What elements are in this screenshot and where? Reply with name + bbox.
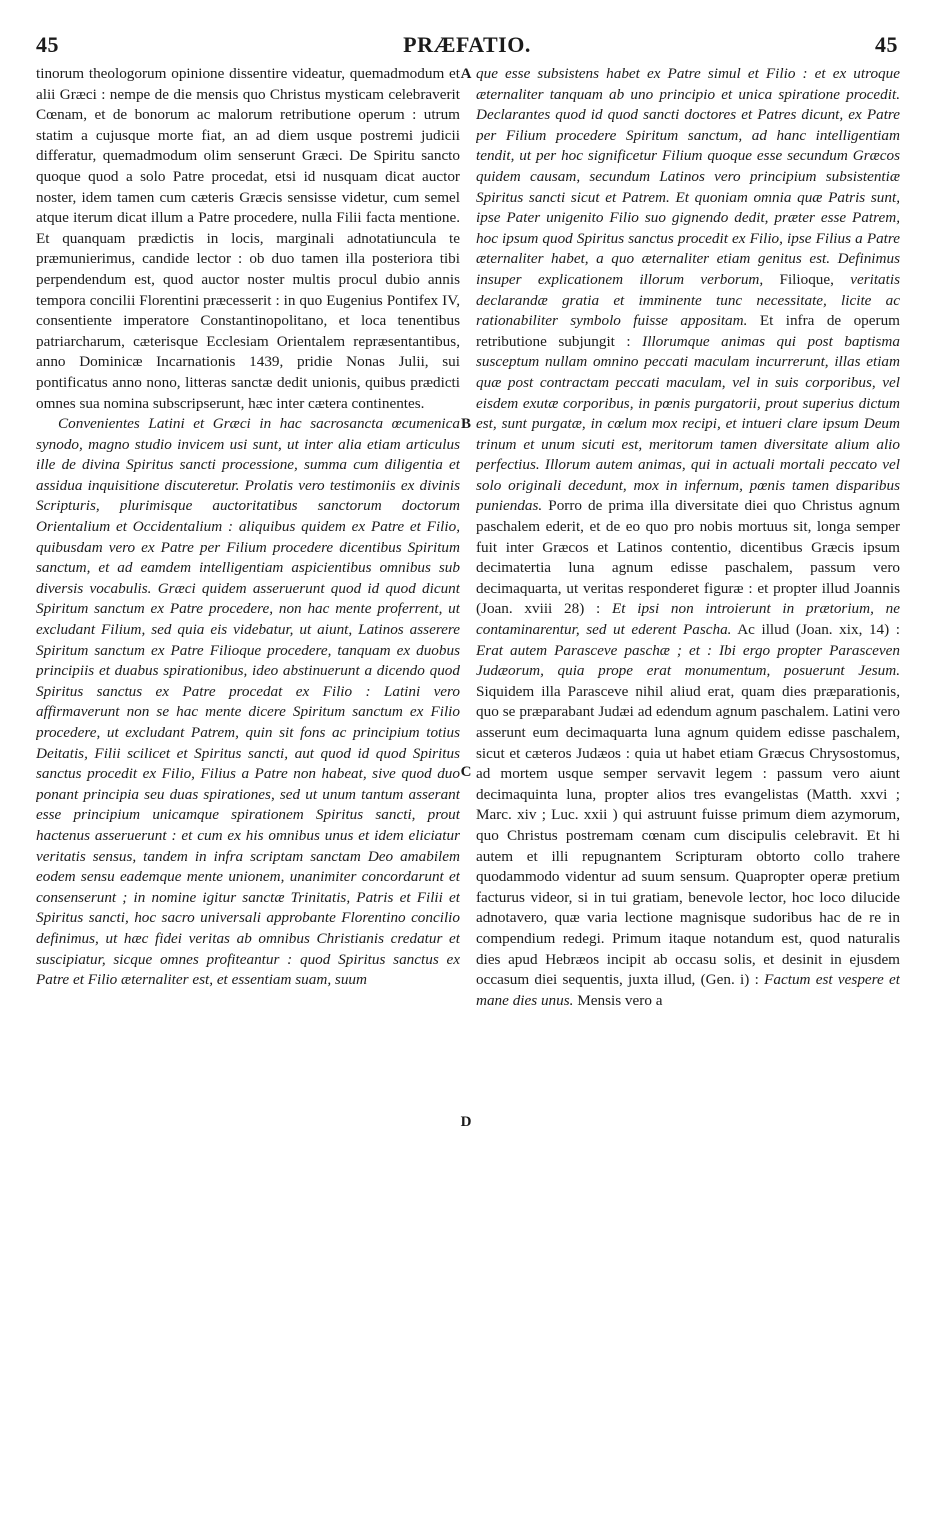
filioque-word: Filioque, bbox=[763, 270, 851, 288]
john-ref-2: Ac illud (Joan. xix, 14) : bbox=[731, 621, 900, 639]
running-title: PRÆFATIO. bbox=[403, 32, 531, 57]
passover-discussion: Porro de prima illa diversitate diei quo Christus agnum paschalem ederit, et de eo quo pro nobis mortuus sit, longa semper fuit inter Græcos et Latinos contentio, dicentibus Græcis ipsum decimatertia luna agnum edisse paschalem, passum vero decimaquarta, ut veritas responderet figuræ : et propter illud Joannis (Joan. xviii 28) : bbox=[476, 497, 900, 618]
margin-marker-d: D bbox=[460, 1114, 472, 1130]
margin-marker-c: C bbox=[460, 764, 472, 780]
page-number-left: 45 bbox=[36, 32, 59, 57]
margin-marker-b: B bbox=[460, 416, 471, 432]
retribution-quote: Illorumque animas qui post baptisma susceptum nullam omnino peccati maculam incurrerunt, illas etiam quæ post contractam peccati maculam, vel in suis corporibus, vel eisdem exutæ corporibus, in pœnis purgatorii, prout superius dictum est, sunt purgatæ, in cœlum mox recipi, et intueri clare ipsum Deum trinum et unum sicuti est, meritorum tamen diversitate alium alio perfectius. Illorum autem animas, qui in actuali mortali peccato vel solo originali decedunt, mox in infernum, pœnis tamen disparibus puniendas. bbox=[476, 332, 900, 515]
closing-fragment: Mensis vero a bbox=[573, 991, 663, 1009]
passover-discussion-2: Siquidem illa Parasceve nihil aliud erat, quam dies præparationis, quo se præparabant Judæi ad edendum agnum paschalem. Latini vero asserunt eum decimaquarta luna agnum quidem edisse paschalem, sicut et cæteros Judæos : quia ut habet etiam Græcus Chrysostomus, ad mortem usque semper servavit legem : passum vero aiunt decimaquinta luna, propter alios tres evangelistas (Matth. xxvi ; Marc. xiv ; Luc. xxii ) qui astruunt fuisse primum diem azymorum, quo Christus postremam cœnam cum discipulis celebravit. Et hi autem et illi repugnantem Scripturam obtorto collo trahere quodammodo videntur ad suum sensum. Quapropter operæ pretium facturus videor, si in tui gratiam, benevole lector, hoc loco dilucide adnotavero, quæ varia lectione magnisque sudoribus hac de re in compendium redegi. Primum itaque notandum est, quod naturalis dies apud Hebræos incipit ab occasu solis, et desinit in ejusdem occasum diei sequentis, juxta illud, (Gen. i) : bbox=[476, 682, 900, 989]
decree-continuation: que esse subsistens habet ex Patre simul et Filio : et ex utroque æternaliter tanquam ab uno principio et unica spiratione procedit. Declarantes quod id quod sancti doctores et Patres dicunt, ex Patre per Filium procedere Spiritum sanctum, ad hanc intelligentiam tendit, ut per hoc significetur Filium quoque esse secundum Græcos quidem causam, secundum Latinos vero principium subsistentiæ Spiritus sancti sicut et Patrem. Et quoniam omnia quæ Patris sunt, ipse Pater unigenito Filio suo gignendo dedit, præter esse Patrem, hoc ipsum quod Spiritus sanctus procedit ex Filio, ipse Filius a Patre æternaliter habet, a quo æternaliter etiam genitus est. Definimus insuper explicationem illorum verborum, bbox=[476, 65, 900, 288]
right-column bbox=[476, 64, 900, 1494]
left-column bbox=[36, 64, 460, 1494]
right-paragraph bbox=[476, 64, 900, 1011]
john-quote-2: Erat autem Parasceve paschæ ; et : Ibi ergo propter Parasceven Judæorum, quia prope erat monumentum, posuerunt Jesum. bbox=[476, 641, 900, 680]
retribution-intro: Et infra de operum retributione subjungit : bbox=[476, 312, 900, 350]
page-number-right: 45 bbox=[875, 32, 898, 57]
decree-end: veritatis declarandæ gratia et imminente tunc necessitate, licite ac rationabiliter symbolo fuisse appositam. bbox=[476, 270, 900, 330]
left-paragraph-1: tinorum theologorum opinione dissentire videatur, quemadmodum et alii Græci : nempe de die mensis quo Christus mysticam celebraverit Cœnam, et de bonorum ac malorum retributione operum : utrum statim a cujusque morte fiat, an ad diem usque postremi judicii differatur, quemadmodum olim senserunt Græci. De Spiritu sancto quoque quod a solo Patre procedat, etsi id nusquam dicat auctor noster, idem tamen cum cæteris Græcis sensisse videtur, cum semel atque iterum dicat illum a Patre procedere, nulla Filii facta mentione. Et quanquam prædictis in locis, marginali adnotatiuncula te præmunierimus, candide lector : ob duo tamen illa posteriora tibi perpendendum est, quod auctor noster multis procul dubio annis tempora concilii Florentini præcesserit : in quo Eugenius Pontifex IV, consentiente imperatore Constantinopolitano, et loca tenentibus patriarcharum, cæterisque Ecclesiam Orientalem repræsentantibus, anno Dominicæ Incarnationis 1439, pridie Nonas Julii, sui pontificatus anno nono, litteras sanctæ dedit unionis, quibus prædicti omnes sua nomina subscripserunt, hæc inter cætera continentes. bbox=[36, 65, 460, 412]
john-quote-1: Et ipsi non introierunt in prætorium, ne contaminarentur, sed ut ederent Pascha. bbox=[476, 600, 900, 639]
left-paragraph-2-council-decree: Convenientes Latini et Græci in hac sacrosancta œcumenica synodo, magno studio invicem usi sunt, ut inter alia etiam articulus ille de divina Spiritus sancti processione, summa cum diligentia et assidua inquisitione discuteretur. Prolatis vero testimoniis ex divinis Scripturis, plurimisque auctoritatibus sanctorum doctorum Orientalium et Occidentalium : aliquibus quidem ex Patre et Filio, quibusdam vero ex Patre per Filium procedere dicentibus Spiritum sanctum, et ad eamdem intelligentiam aspicientibus omnibus sub diversis vocabulis. Græci quidem asseruerunt quod id quod dicunt Spiritum sanctum ex Patre procedere, non hac mente proferrent, ut excludant Filium, sed quia eis videbatur, ut aiunt, Latinos asserere Spiritum sanctum ex Patre Filioque procedere, tanquam ex duobus principiis et duabus spirationibus, ideo abstinuerunt a dicendo quod Spiritus sanctus ex Patre procedat ex Filio : Latini vero affirmaverunt non se hac mente dicere Spiritum sanctum ex Filio procedere, ut excludant Patrem, quin sit fons ac principium totius Deitatis, Filii scilicet et Spiritus sancti, aut quod id quod Spiritus sanctus procedit ex Filio, Filius a Patre non habeat, sive quod duo ponant principia seu duas spirationes, sed ut unum tantum asserant esse principium unicamque spirationem Spiritus sancti, prout hactenus asseruerunt : et cum ex his omnibus unus et idem eliciatur veritatis sensus, tandem in infra scriptam sanctam Deo amabilem eodem sensu eademque mente unionem, unanimiter concordarunt et consenserunt ; in nomine igitur sanctæ Trinitatis, Patris et Filii et Spiritus sancti, hoc sacro universali approbante Florentino concilio definimus, ut hæc fidei veritas ab omnibus Christianis credatur et suscipiatur, sicque omnes profiteantur : quod Spiritus sanctus ex Patre et Filio æternaliter est, et essentiam suam, suum bbox=[36, 415, 460, 989]
margin-marker-a: A bbox=[460, 66, 472, 82]
page-header bbox=[36, 32, 898, 62]
genesis-quote: Factum est vespere et mane dies unus. bbox=[476, 971, 900, 1009]
